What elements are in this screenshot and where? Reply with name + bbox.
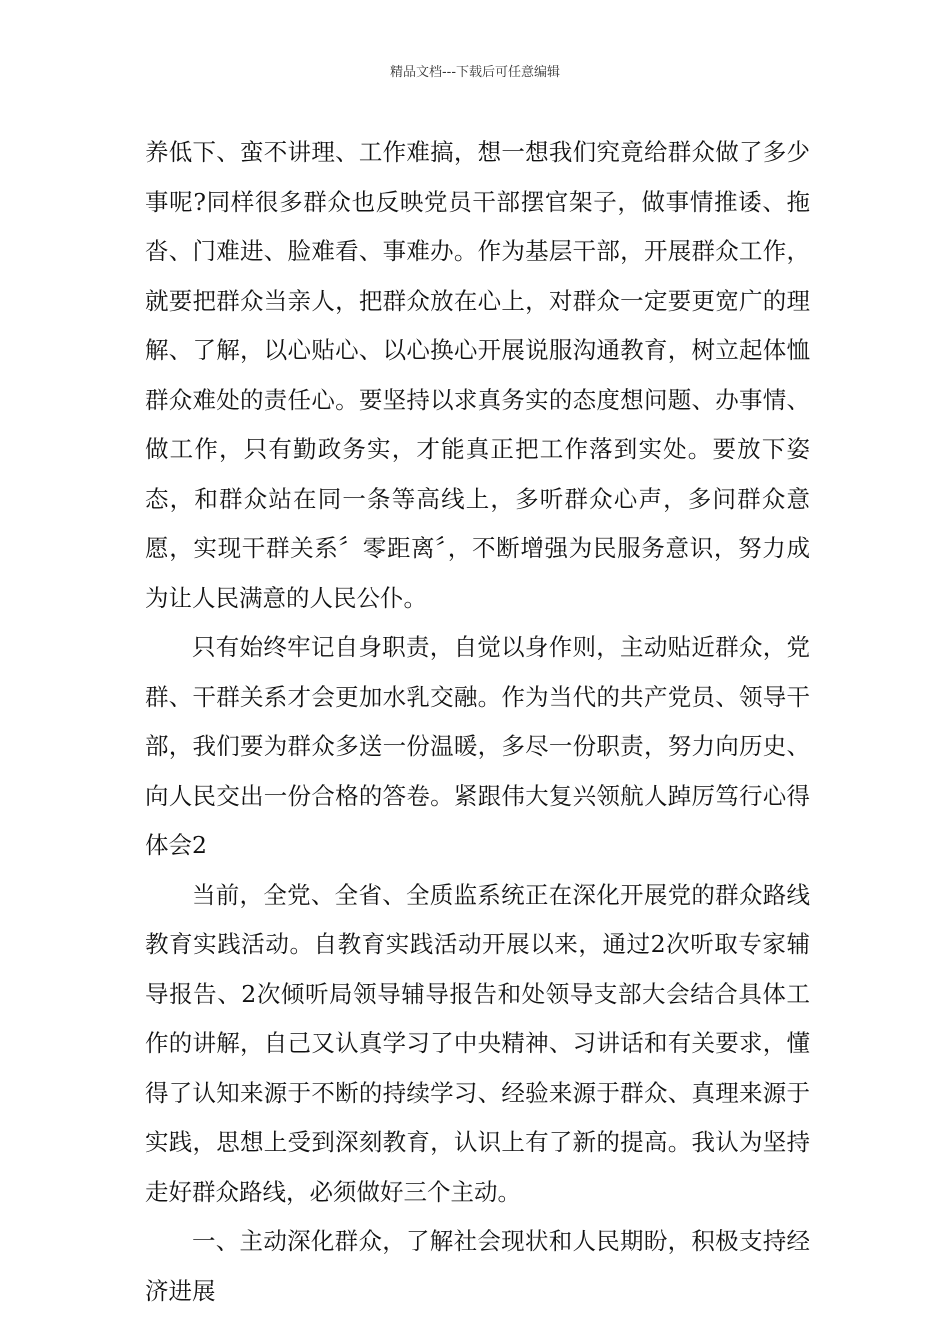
paragraph-4: 一、主动深化群众，了解社会现状和人民期盼，积极支持经济进展 <box>145 1227 810 1305</box>
paragraph-1: 养低下、蛮不讲理、工作难搞，想一想我们究竟给群众做了多少事呢?同样很多群众也反映党员干部摆官架子，做事情推诿、拖沓、门难进、脸难看、事难办。作为基层干部，开展群众工作，就要把群众当亲人，把群众放在心上，对群众一定要更宽广的理解、了解，以心贴心、以心换心开展说服沟通教育，树立起体恤群众难处的责任心。要坚持以求真务实的态度想问题、办事情、做工作，只有勤政务实，才能真正把工作落到实处。要放下姿态，和群众站在同一条等高线上，多听群众心声，多问群众意愿，实现干群关系〞零距离〞，不断增强为民服务意识，努力成为让人民满意的人民公仆。 <box>145 138 810 612</box>
paragraph-3: 当前，全党、全省、全质监系统正在深化开展党的群众路线教育实践活动。自教育实践活动开展以来，通过2次听取专家辅导报告、2次倾听局领导辅导报告和处领导支部大会结合具体工作的讲解，自己又认真学习了中央精神、习讲话和有关要求，懂得了认知来源于不断的持续学习、经验来源于群众、真理来源于实践，思想上受到深刻教育，认识上有了新的提高。我认为坚持走好群众路线，必须做好三个主动。 <box>145 880 810 1206</box>
paragraph-2: 只有始终牢记自身职责，自觉以身作则，主动贴近群众，党群、干群关系才会更加水乳交融。作为当代的共产党员、领导干部，我们要为群众多送一份温暖，多尽一份职责，努力向历史、向人民交出一份合格的答卷。紧跟伟大复兴领航人踔厉笃行心得体会2 <box>145 633 810 859</box>
page-header: 精品文档---下载后可任意编辑 <box>389 65 561 80</box>
document-body <box>145 128 810 1316</box>
